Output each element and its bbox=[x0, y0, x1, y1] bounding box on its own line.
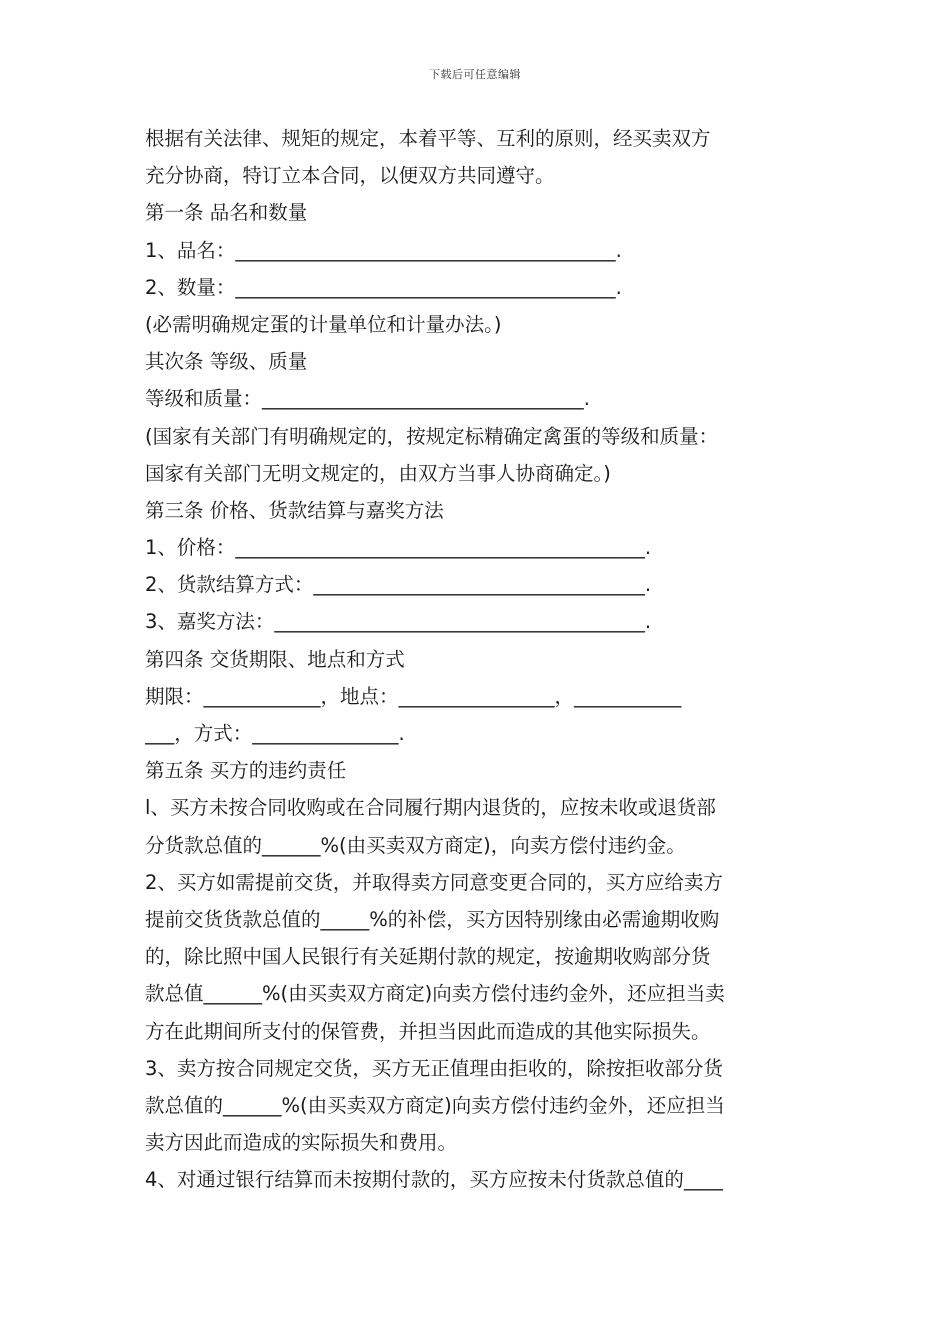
article-heading: 其次条 等级、质量 bbox=[145, 350, 308, 374]
form-line-grade-quality: 等级和质量：_________________________________. bbox=[145, 387, 590, 411]
article-heading: 第四条 交货期限、地点和方式 bbox=[145, 647, 405, 671]
form-line-settlement: 2、货款结算方式：__________________________________. bbox=[145, 573, 652, 597]
paragraph-line: 的，除比照中国人民银行有关延期付款的规定，按逾期收购部分货 bbox=[145, 945, 711, 969]
article-heading: 第一条 品名和数量 bbox=[145, 201, 308, 225]
form-line-product-name: 1、品名：_______________________________________. bbox=[145, 238, 622, 262]
page-header-note: 下载后可任意编辑 bbox=[429, 68, 521, 81]
form-line-quantity: 2、数量：_______________________________________. bbox=[145, 275, 622, 299]
paragraph-line: 4、对通过银行结算而未按期付款的，买方应按未付货款总值的____ bbox=[145, 1168, 723, 1192]
form-line-reward: 3、嘉奖方法：______________________________________. bbox=[145, 610, 652, 634]
article-heading: 第五条 买方的违约责任 bbox=[145, 759, 347, 783]
paragraph-line: 卖方因此而造成的实际损失和费用。 bbox=[145, 1131, 458, 1155]
paragraph-line: 提前交货货款总值的_____%的补偿，买方因特别缘由必需逾期收购 bbox=[145, 907, 720, 931]
paragraph-line: (必需明确规定蛋的计量单位和计量办法。) bbox=[145, 312, 502, 336]
paragraph-line: 充分协商，特订立本合同，以便双方共同遵守。 bbox=[145, 164, 555, 188]
paragraph-line: 根据有关法律、规矩的规定，本着平等、互利的原则，经买卖双方 bbox=[145, 127, 711, 150]
paragraph-line: 款总值______%(由买卖双方商定)向卖方偿付违约金外，还应担当卖 bbox=[145, 982, 725, 1006]
paragraph-line: 国家有关部门无明文规定的，由双方当事人协商确定。) bbox=[145, 461, 611, 485]
form-line-price: 1、价格：__________________________________________. bbox=[145, 536, 652, 560]
paragraph-line: 方在此期间所支付的保管费，并担当因此而造成的其他实际损失。 bbox=[145, 1019, 711, 1043]
form-line-delivery: 期限：____________，地点：________________，___________ bbox=[145, 684, 682, 708]
paragraph-line: 款总值的______%(由买卖双方商定)向卖方偿付违约金外，还应担当 bbox=[145, 1093, 725, 1117]
form-line-delivery-cont: ___，方式：_______________. bbox=[145, 722, 405, 745]
paragraph-line: 2、买方如需提前交货，并取得卖方同意变更合同的，买方应给卖方 bbox=[145, 870, 723, 894]
article-heading: 第三条 价格、货款结算与嘉奖方法 bbox=[145, 498, 444, 522]
paragraph-line: (国家有关部门有明确规定的，按规定标精确定禽蛋的等级和质量： bbox=[145, 424, 719, 448]
paragraph-line: 分货款总值的______%(由买卖双方商定)，向卖方偿付违约金。 bbox=[145, 833, 686, 857]
contract-body bbox=[145, 120, 810, 1198]
paragraph-line: l、买方未按合同收购或在合同履行期内退货的，应按未收或退货部 bbox=[145, 796, 716, 820]
paragraph-line: 3、卖方按合同规定交货，买方无正值理由拒收的，除按拒收部分货 bbox=[145, 1056, 723, 1080]
